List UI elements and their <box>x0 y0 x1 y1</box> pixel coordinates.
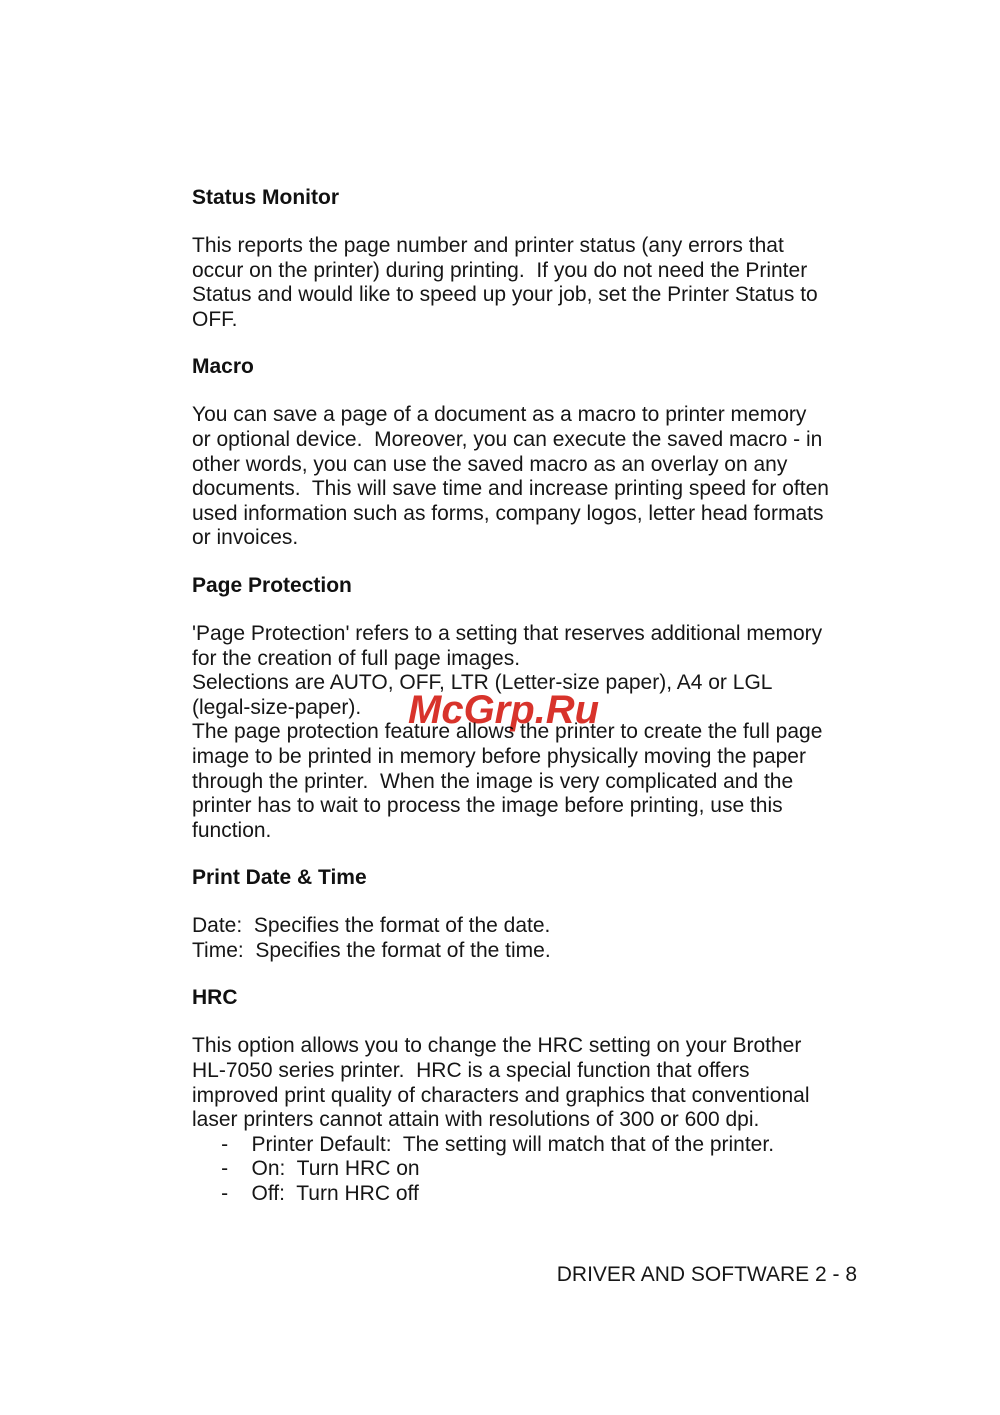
section-body-status-monitor <box>192 234 857 332</box>
text-line: You can save a page of a document as a macro to printer memory <box>192 403 807 427</box>
text-line: Date: Specifies the format of the date. <box>192 914 551 938</box>
section-body-print-date-time <box>192 914 857 963</box>
mcgrp-ru-watermark: McGrp.Ru <box>408 688 600 732</box>
text-line: occur on the printer) during printing. If you do not need the Printer <box>192 258 808 282</box>
text-line: (legal-size-paper). <box>192 695 362 719</box>
text-line: through the printer. When the image is very complicated and the <box>192 769 794 793</box>
section-heading-status-monitor: Status Monitor <box>192 186 339 209</box>
section-hrc <box>192 985 857 1206</box>
text-line: - Printer Default: The setting will match that of the printer. <box>192 1132 775 1156</box>
text-line: OFF. <box>192 307 238 331</box>
text-line: Status and would like to speed up your job, set the Printer Status to <box>192 283 818 307</box>
text-line: Selections are AUTO, OFF, LTR (Letter-size paper), A4 or LGL <box>192 671 773 695</box>
text-line: This reports the page number and printer status (any errors that <box>192 234 784 257</box>
section-macro <box>192 354 857 551</box>
text-line: HL-7050 series printer. HRC is a special function that offers <box>192 1059 750 1083</box>
section-print-date-time <box>192 865 857 963</box>
text-line: 'Page Protection' refers to a setting that reserves additional memory <box>192 621 823 645</box>
text-line: This option allows you to change the HRC setting on your Brother <box>192 1034 802 1058</box>
text-line: documents. This will save time and increase printing speed for often <box>192 477 829 501</box>
section-status-monitor <box>192 185 857 332</box>
section-body-page-protection <box>192 622 857 843</box>
text-line: function. <box>192 818 272 842</box>
section-body-macro <box>192 403 857 551</box>
section-body-hrc <box>192 1034 857 1206</box>
text-line: - Off: Turn HRC off <box>192 1182 419 1206</box>
text-line: other words, you can use the saved macro as an overlay on any <box>192 452 788 476</box>
text-line: Time: Specifies the format of the time. <box>192 938 551 962</box>
text-line: laser printers cannot attain with resolutions of 300 or 600 dpi. <box>192 1108 760 1132</box>
text-line: improved print quality of characters and graphics that conventional <box>192 1083 810 1107</box>
text-line: image to be printed in memory before physically moving the paper <box>192 744 806 768</box>
section-heading-macro: Macro <box>192 355 254 379</box>
page-footer: DRIVER AND SOFTWARE 2 - 8 <box>556 1263 857 1286</box>
text-line: or invoices. <box>192 526 299 550</box>
section-heading-print-date-time: Print Date & Time <box>192 866 367 890</box>
text-line: - On: Turn HRC on <box>192 1157 420 1181</box>
text-line: The page protection feature allows the printer to create the full page <box>192 720 823 744</box>
text-line: for the creation of full page images. <box>192 646 521 670</box>
text-line: used information such as forms, company logos, letter head formats <box>192 501 824 525</box>
section-heading-hrc: HRC <box>192 986 238 1010</box>
text-line: printer has to wait to process the image before printing, use this <box>192 794 783 818</box>
section-heading-page-protection: Page Protection <box>192 573 352 597</box>
text-line: or optional device. Moreover, you can execute the saved macro - in <box>192 427 823 451</box>
